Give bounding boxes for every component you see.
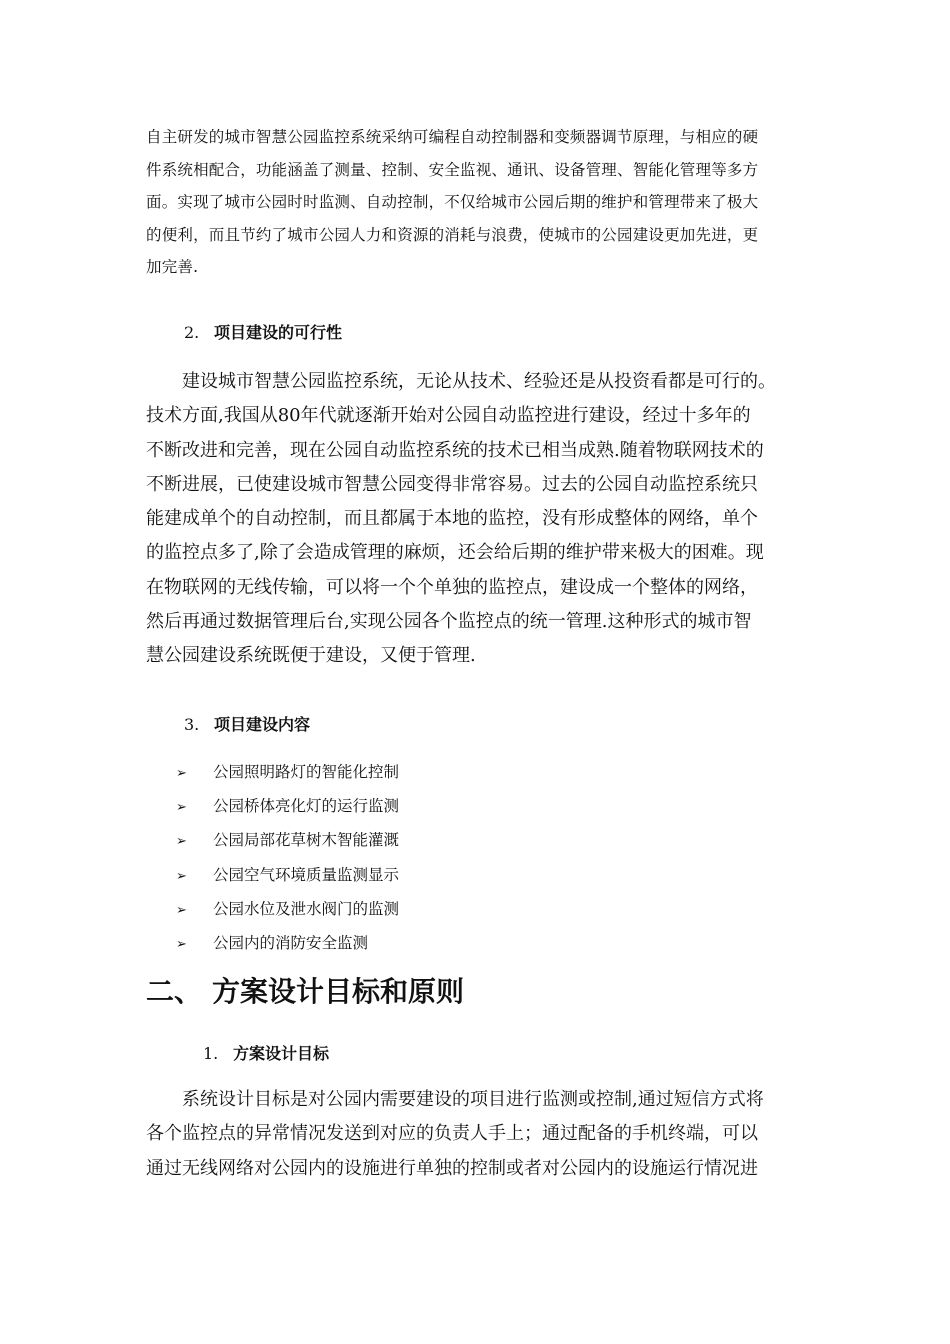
paragraph-line: 自主研发的城市智慧公园监控系统采纳可编程自动控制器和变频器调节原理，与相应的硬 (146, 128, 759, 146)
paragraph-line: 系统设计目标是对公园内需要建设的项目进行监测或控制,通过短信方式将 (146, 1089, 764, 1110)
list-item-text: 公园照明路灯的智能化控制 (213, 763, 400, 781)
paragraph-line: 各个监控点的异常情况发送到对应的负责人手上；通过配备的手机终端，可以 (146, 1123, 758, 1145)
paragraph-line: 的便利，而且节约了城市公园人力和资源的消耗与浪费，使城市的公园建设更加先进，更 (146, 225, 759, 244)
paragraph-line: 在物联网的无线传输，可以将一个个单独的监控点，建设成一个整体的网络， (146, 576, 758, 598)
intro-paragraph (146, 121, 810, 284)
section-heading-content (184, 715, 310, 735)
subsection-heading-goal (203, 1044, 329, 1064)
chapter-heading (146, 972, 464, 1012)
feasibility-paragraph (146, 365, 816, 674)
list-item-text: 公园桥体亮化灯的运行监测 (213, 797, 400, 816)
goal-paragraph (146, 1083, 816, 1186)
section-title: 方案设计目标 (233, 1044, 330, 1063)
chapter-title: 方案设计目标和原则 (212, 975, 465, 1008)
arrow-bullet-icon: ➢ (176, 868, 187, 884)
content-bullet-list (176, 760, 399, 965)
arrow-bullet-icon: ➢ (176, 902, 187, 918)
paragraph-line: 不断改进和完善，现在公园自动监控系统的技术已相当成熟.随着物联网技术的 (146, 439, 764, 461)
list-item (176, 931, 399, 965)
list-item-text: 公园内的消防安全监测 (213, 933, 369, 952)
section-title: 项目建设的可行性 (214, 323, 343, 342)
paragraph-line: 技术方面,我国从80年代就逐渐开始对公园自动监控进行建设，经过十多年的 (146, 405, 751, 427)
list-item (176, 794, 399, 828)
list-item (176, 760, 399, 794)
paragraph-line: 面。实现了城市公园时时监测、自动控制，不仅给城市公园后期的维护和管理带来了极大 (146, 193, 759, 211)
arrow-bullet-icon: ➢ (176, 936, 187, 952)
paragraph-line: 能建成单个的自动控制，而且都属于本地的监控，没有形成整体的网络，单个 (146, 508, 758, 530)
list-item-text: 公园水位及泄水阀门的监测 (213, 899, 400, 918)
paragraph-line: 建设城市智慧公园监控系统，无论从技术、经验还是从投资看都是可行的。 (146, 371, 776, 392)
list-item-text: 公园局部花草树木智能灌溉 (213, 831, 400, 850)
arrow-bullet-icon: ➢ (176, 800, 187, 816)
paragraph-line: 不断进展，已使建设城市智慧公园变得非常容易。过去的公园自动监控系统只 (146, 473, 758, 495)
section-heading-feasibility (184, 323, 342, 343)
paragraph-line: 件系统相配合，功能涵盖了测量、控制、安全监视、通讯、设备管理、智能化管理等多方 (146, 160, 759, 179)
arrow-bullet-icon: ➢ (176, 766, 187, 781)
list-item (176, 897, 399, 931)
arrow-bullet-icon: ➢ (176, 834, 187, 850)
list-item (176, 863, 399, 897)
paragraph-line: 慧公园建设系统既便于建设，又便于管理. (146, 645, 476, 667)
paragraph-line: 通过无线网络对公园内的设施进行单独的控制或者对公园内的设施运行情况进 (146, 1157, 758, 1179)
paragraph-line: 的监控点多了,除了会造成管理的麻烦，还会给后期的维护带来极大的困难。现 (146, 542, 764, 564)
chapter-number: 二、 (146, 975, 203, 1008)
list-item-text: 公园空气环境质量监测显示 (213, 865, 400, 884)
section-number: 1. (203, 1044, 219, 1063)
section-number: 3. (184, 715, 200, 734)
list-item (176, 828, 399, 862)
section-title: 项目建设内容 (214, 715, 311, 734)
paragraph-line: 加完善. (146, 258, 199, 276)
paragraph-line: 然后再通过数据管理后台,实现公园各个监控点的统一管理.这种形式的城市智 (146, 611, 752, 633)
section-number: 2. (184, 323, 200, 342)
